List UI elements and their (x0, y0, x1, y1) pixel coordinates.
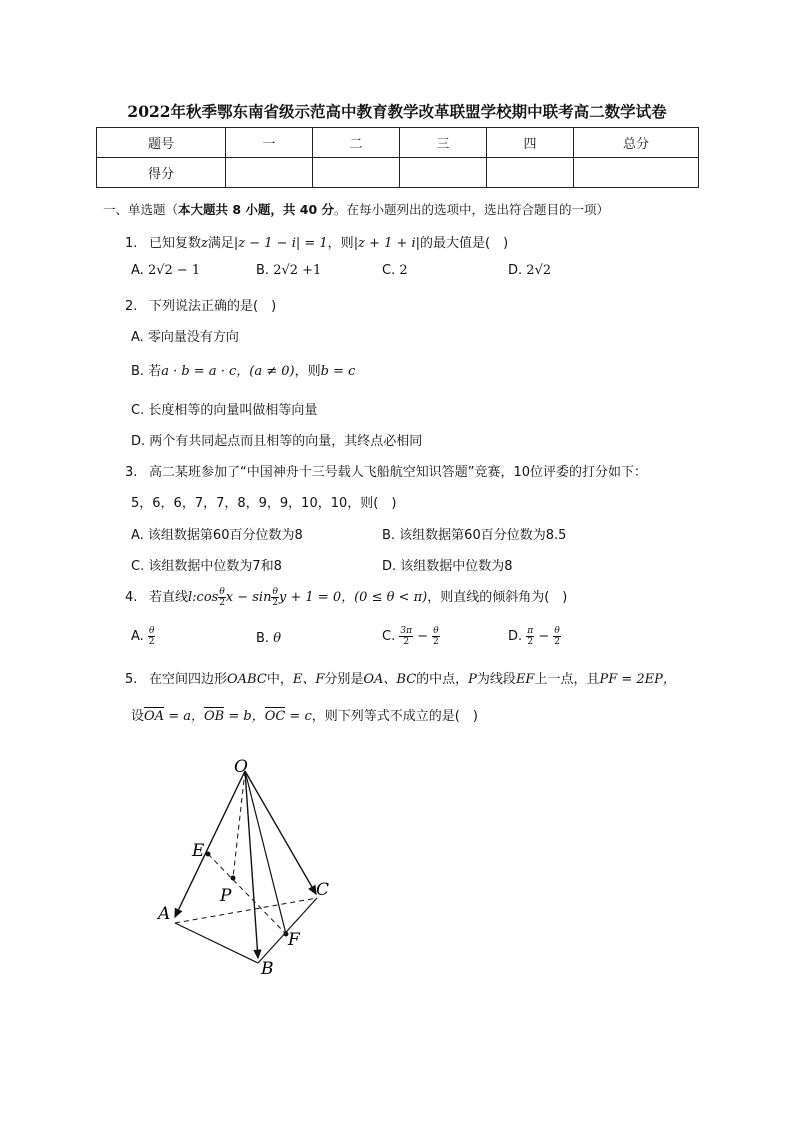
q5-text: 的中点， (416, 672, 469, 687)
option-value: 2√2 +1 (273, 263, 322, 278)
option-label: D. (508, 263, 523, 278)
q1-option-d[interactable] (508, 263, 551, 278)
q4-eq: y + 1 = 0，(0 ≤ θ < π) (278, 590, 428, 605)
score-table-header-row (97, 128, 699, 158)
q1-text: 的最大值是( ) (420, 236, 509, 251)
q5-vector: OA (144, 709, 165, 724)
label-c: C (316, 880, 330, 900)
score-table-score-row (97, 158, 699, 188)
q2-text: 下列说法正确的是( ) (149, 299, 277, 314)
option-label: A. (131, 629, 144, 644)
option-label: D. (508, 629, 523, 644)
score-header-cell: 三 (400, 128, 487, 158)
fraction (271, 587, 278, 608)
question-4 (125, 586, 567, 608)
q1-eq: |z − 1 − i| = 1 (233, 236, 328, 251)
option-value: 2√2 (526, 263, 552, 278)
q4-eq: l:cos (188, 590, 219, 605)
denominator: 2 (433, 637, 439, 647)
q5-vector: OB (203, 709, 225, 724)
score-header-cell: 一 (226, 128, 313, 158)
minus-sign: − (538, 629, 550, 644)
numerator: θ (219, 587, 225, 597)
denominator: 2 (403, 637, 410, 647)
score-row-label: 得分 (97, 158, 226, 188)
question-number: 3. (125, 465, 138, 480)
q5-text: 设 (131, 709, 145, 724)
q4-option-d[interactable] (508, 626, 561, 647)
q1-option-c[interactable] (382, 263, 408, 278)
q5-text: ，则下列等式不成立的是( ) (311, 709, 478, 724)
q5-math: = c (285, 709, 312, 724)
q3-option-b[interactable]: B. 该组数据第60百分位数为8.5 (382, 528, 567, 543)
question-number: 4. (125, 590, 138, 605)
score-cell[interactable] (574, 158, 699, 188)
label-o: O (234, 757, 248, 777)
option-label: C. (382, 629, 396, 644)
q2-option-d[interactable]: D. 两个有共同起点而且相等的向量，其终点必相同 (131, 434, 423, 449)
denominator: 2 (272, 598, 279, 608)
option-text: B. 若 (131, 364, 162, 379)
q1-text: ，则 (327, 236, 354, 251)
q2-option-c[interactable]: C. 长度相等的向量叫做相等向量 (131, 403, 318, 418)
option-label: C. (382, 263, 396, 278)
minus-sign: − (417, 629, 429, 644)
page-title: 2022年秋季鄂东南省级示范高中教育教学改革联盟学校期中联考高二数学试卷 (127, 102, 667, 121)
section-bold: 本大题共 8 小题，共 40 分 (178, 202, 335, 217)
question-number: 1. (125, 236, 138, 251)
numerator: θ (433, 626, 439, 636)
denominator: 2 (554, 637, 560, 647)
option-eq: a · b = a · c，(a ≠ 0) (161, 364, 295, 379)
q1-text: 已知复数 (149, 236, 202, 251)
question-5 (125, 668, 676, 687)
section-prefix: 一、单选题（ (103, 202, 179, 217)
option-label: A. (131, 263, 144, 278)
q5-math: P (468, 672, 477, 687)
score-cell[interactable] (313, 158, 400, 188)
q3-option-a[interactable]: A. 该组数据第60百分位数为8 (131, 528, 303, 543)
fraction (399, 626, 413, 647)
q5-text: 上一点，且 (534, 672, 600, 687)
edge-ac-dashed (175, 898, 317, 923)
q5-text: 在空间四边形 (149, 672, 228, 687)
score-cell[interactable] (226, 158, 313, 188)
score-header-cell: 四 (487, 128, 574, 158)
score-header-cell: 题号 (97, 128, 226, 158)
numerator: θ (272, 587, 278, 597)
score-cell[interactable] (487, 158, 574, 188)
fraction (432, 626, 439, 647)
score-header-cell: 二 (313, 128, 400, 158)
fraction (218, 587, 225, 608)
label-f: F (288, 930, 300, 950)
section-heading (103, 200, 609, 218)
question-1 (125, 232, 508, 251)
q4-text: ，则直线的倾斜角为( ) (427, 590, 568, 605)
q5-text: 分别是 (324, 672, 364, 687)
q1-text: 满足 (207, 236, 234, 251)
q5-text: 中， (266, 672, 293, 687)
point-p (231, 876, 236, 881)
q2-option-a[interactable]: A. 零向量没有方向 (131, 330, 239, 345)
label-e: E (192, 841, 205, 861)
q5-math: OA、BC (363, 672, 417, 687)
q1-option-b[interactable] (256, 263, 321, 278)
option-value: 2√2 − 1 (147, 263, 201, 278)
q5-math: = a， (164, 709, 204, 724)
option-value: 2 (399, 263, 408, 278)
q4-option-c[interactable] (382, 626, 440, 647)
segment-op-dashed (233, 771, 245, 878)
point-e (206, 852, 211, 857)
q1-option-a[interactable] (131, 263, 200, 278)
option-label: B. (256, 263, 270, 278)
question-number: 5. (125, 672, 138, 687)
fraction (526, 626, 534, 647)
q2-option-b[interactable] (131, 360, 355, 379)
q1-eq: |z + 1 + i| (353, 236, 421, 251)
q5-math: EF (515, 672, 535, 687)
option-eq: b = c (320, 364, 356, 379)
numerator: 3π (400, 626, 413, 636)
q5-math: PF = 2EP， (599, 672, 676, 687)
option-label: B. (256, 631, 270, 646)
score-table (96, 127, 699, 188)
denominator: 2 (219, 598, 225, 608)
q4-eq: x − sin (225, 590, 272, 605)
q4-text: 若直线 (149, 590, 189, 605)
fraction (553, 626, 560, 647)
label-b: B (261, 959, 274, 978)
q1-var: z (201, 236, 208, 251)
edge-ab (175, 923, 258, 963)
fraction (148, 626, 155, 647)
score-cell[interactable] (400, 158, 487, 188)
q5-line-2 (131, 705, 478, 724)
option-text: ，则 (294, 364, 321, 379)
question-2 (125, 295, 276, 314)
label-a: A (158, 904, 171, 924)
q5-text: 为线段 (476, 672, 516, 687)
q4-option-b[interactable] (256, 631, 281, 646)
numerator: π (527, 626, 534, 636)
q5-math: = b， (224, 709, 265, 724)
option-value: θ (273, 631, 282, 646)
tetrahedron-figure (128, 738, 338, 978)
denominator: 2 (527, 637, 534, 647)
numerator: θ (148, 626, 155, 636)
q3-text: 高二某班参加了“中国神舟十三号载人飞船航空知识答题”竞赛，10位评委的打分如下： (149, 465, 648, 480)
q5-math: OABC (227, 672, 267, 687)
edge-oc (245, 771, 316, 894)
q3-option-d[interactable]: D. 该组数据中位数为8 (382, 559, 513, 574)
q3-option-c[interactable]: C. 该组数据中位数为7和8 (131, 559, 282, 574)
q3-data-line: 5，6，6，7，7，8，9，9，10，10，则( ) (131, 496, 397, 511)
score-header-cell: 总分 (574, 128, 699, 158)
q5-math: E、F (292, 672, 325, 687)
q5-vector: OC (264, 709, 286, 724)
question-3 (125, 461, 647, 480)
label-p: P (220, 886, 232, 906)
question-number: 2. (125, 299, 138, 314)
denominator: 2 (148, 637, 155, 647)
q4-option-a[interactable] (131, 626, 155, 647)
section-suffix: 。在每小题列出的选项中，选出符合题目的一项） (334, 202, 610, 217)
edge-oa (175, 771, 245, 917)
numerator: θ (554, 626, 560, 636)
